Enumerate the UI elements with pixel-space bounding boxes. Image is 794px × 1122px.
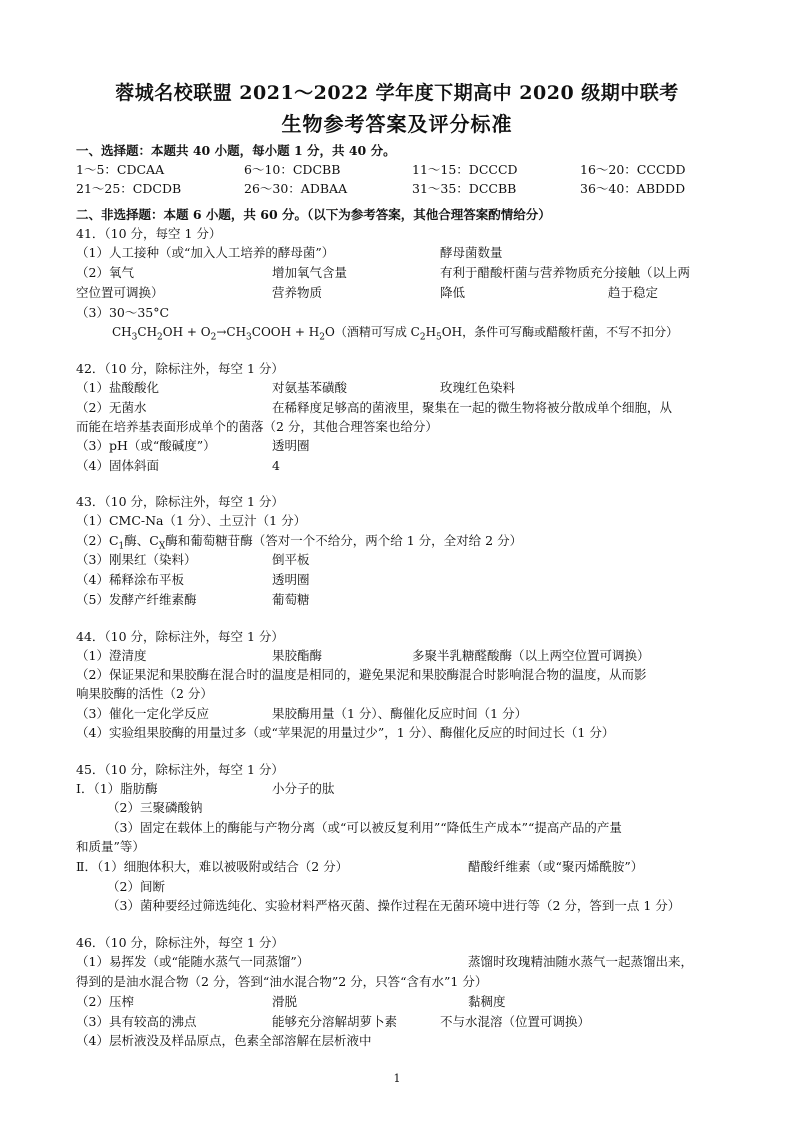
q42-answer: 而能在培养基表面形成单个的菌落（2 分，其他合理答案也给分） (76, 419, 438, 434)
q43-answer: （1）CMC-Na（1 分）、土豆汁（1 分） (76, 513, 307, 528)
q41-answer: 趋于稳定 (608, 285, 659, 300)
q46-answer: 滑脱 (272, 994, 298, 1009)
q43-answer: （4）稀释涂布平板 (76, 572, 184, 587)
q43-answer: （3）刚果红（染料） (76, 552, 197, 567)
mc-answer: 6～10：CDCBB (244, 162, 341, 177)
q46-answer: （3）具有较高的沸点 (76, 1014, 197, 1029)
q41-equation: $CH_3CH_2OH$ + $O_2\to CH_3COOH + H_2O$（酒精可写成 $C_2H_5OH$，条件可写酶或醋酸杆菌，不写不扣分） (112, 325, 679, 343)
q42-answer: 在稀释度足够高的菌液里，聚集在一起的微生物将被分散成单个细胞，从 (272, 400, 673, 415)
mc-answer: 1～5：CDCAA (76, 162, 165, 177)
mc-answer: 31～35：DCCBB (412, 181, 517, 196)
q42-answer: 透明圈 (272, 438, 310, 453)
q44-answer: （1）澄清度 (76, 648, 147, 663)
q46-answer: 黏稠度 (468, 994, 506, 1009)
mc-answer: 16～20：CCCDD (580, 162, 686, 177)
q43-heading: 43．（10 分，除标注外，每空 1 分） (76, 494, 284, 509)
q42-heading: 42．（10 分，除标注外，每空 1 分） (76, 361, 284, 376)
q45-answer: （2）三聚磷酸钠 (107, 800, 203, 815)
page-title-line2: 生物参考答案及评分标准 (281, 112, 513, 136)
q46-heading: 46．（10 分，除标注外，每空 1 分） (76, 935, 284, 950)
q41-answer: 增加氧气含量 (272, 265, 348, 280)
q44-answer: （3）催化一定化学反应 (76, 706, 209, 721)
q45-answer: 醋酸纤维素（或“聚丙烯酰胺”） (468, 859, 644, 874)
section2-heading: 二、非选择题：本题 6 小题，共 60 分。（以下为参考答案，其他合理答案酌情给分） (76, 207, 551, 222)
q45-answer: （3）固定在载体上的酶能与产物分离（或“可以被反复利用”“降低生产成本”“提高产品的产量 (107, 820, 622, 835)
q43-answer: 葡萄糖 (272, 592, 310, 607)
q44-answer: 果胶酶用量（1 分）、酶催化反应时间（1 分） (272, 706, 528, 721)
q45-answer: （2）间断 (107, 879, 165, 894)
page-number: 1 (393, 1072, 401, 1085)
mc-answer: 36～40：ABDDD (580, 181, 686, 196)
mc-answer: 26～30：ADBAA (244, 181, 348, 196)
q46-answer: （4）层析液没及样品原点，色素全部溶解在层析液中 (76, 1033, 372, 1048)
q41-answer: 有利于醋酸杆菌与营养物质充分接触（以上两 (440, 265, 691, 280)
q45-answer: Ⅱ．（1）细胞体积大，难以被吸附或结合（2 分） (76, 859, 349, 874)
q43-answer: 透明圈 (272, 572, 310, 587)
q41-answer: （1）人工接种（或“加入人工培养的酵母菌”） (76, 245, 335, 260)
q44-answer: （2）保证果泥和果胶酶在混合时的温度是相同的，避免果泥和果胶酶混合时影响混合物的温度，从而影 (76, 667, 647, 682)
q45-heading: 45．（10 分，除标注外，每空 1 分） (76, 762, 284, 777)
q46-answer: 不与水混溶（位置可调换） (440, 1014, 591, 1029)
q43-answer: 倒平板 (272, 552, 310, 567)
q42-answer: （3）pH（或“酸碱度”） (76, 438, 216, 453)
section1-heading: 一、选择题：本题共 40 小题，每小题 1 分，共 40 分。 (76, 143, 396, 158)
q42-answer: （2）无菌水 (76, 400, 147, 415)
q45-answer: 和质量”等） (76, 839, 145, 854)
q44-heading: 44．（10 分，除标注外，每空 1 分） (76, 629, 284, 644)
q44-answer: 多聚半乳糖醛酸酶（以上两空位置可调换） (412, 648, 650, 663)
q44-answer: （4）实验组果胶酶的用量过多（或“苹果泥的用量过少”，1 分）、酶催化反应的时间过长（1 分） (76, 725, 615, 740)
q45-answer: 小分子的肽 (272, 781, 335, 796)
mc-answer: 11～15：DCCCD (412, 162, 518, 177)
q45-answer: （3）菌种要经过筛选纯化、实验材料严格灭菌、操作过程在无菌环境中进行等（2 分，答到一点 1 分） (107, 898, 681, 913)
q41-answer: 酵母菌数量 (440, 245, 503, 260)
q41-answer: （2）氧气 (76, 265, 134, 280)
q42-answer: 玫瑰红色染料 (440, 380, 516, 395)
q41-answer: （3）30～35°C (76, 305, 170, 320)
q46-answer: 能够充分溶解胡萝卜素 (272, 1014, 398, 1029)
q45-answer: Ⅰ．（1）脂肪酶 (76, 781, 158, 796)
q46-answer: 得到的是油水混合物（2 分，答到“油水混合物”2 分，只答“含有水”1 分） (76, 974, 488, 989)
q41-answer: 空位置可调换） (76, 285, 164, 300)
q42-answer: （4）固体斜面 (76, 458, 159, 473)
q43-answer: $(2)C_1$酶、$C_X$酶和葡萄糖苷酶（答对一个不给分，两个给 1 分，全对给 2 分） (76, 533, 523, 552)
q42-answer: 4 (272, 458, 280, 473)
q42-answer: 对氨基苯磺酸 (272, 380, 348, 395)
q42-answer: （1）盐酸酸化 (76, 380, 159, 395)
q41-answer: 降低 (440, 285, 466, 300)
q46-answer: （1）易挥发（或“能随水蒸气一同蒸馏”） (76, 954, 310, 969)
q44-answer: 响果胶酶的活性（2 分） (76, 686, 213, 701)
q46-answer: 蒸馏时玫瑰精油随水蒸气一起蒸馏出来， (468, 954, 694, 969)
q43-answer: （5）发酵产纤维素酶 (76, 592, 197, 607)
q46-answer: （2）压榨 (76, 994, 134, 1009)
page-title-line1: 蓉城名校联盟 2021～2022 学年度下期高中 2020 级期中联考 (115, 82, 679, 104)
mc-answer: 21～25：CDCDB (76, 181, 182, 196)
q41-answer: 营养物质 (272, 285, 323, 300)
q41-heading: 41．（10 分，每空 1 分） (76, 226, 222, 241)
q44-answer: 果胶酯酶 (272, 648, 323, 663)
